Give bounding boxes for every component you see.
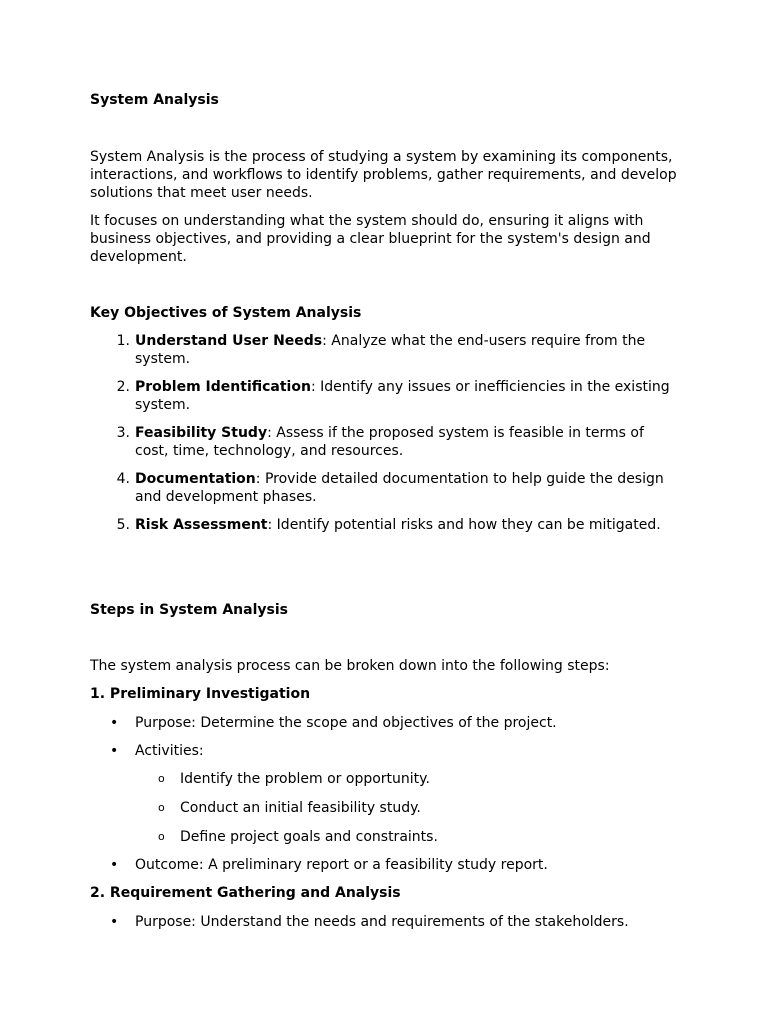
objective-term: Problem Identification <box>135 379 311 395</box>
sub-bullet-icon: o <box>158 801 165 814</box>
objective-term: Understand User Needs <box>135 333 323 349</box>
bullet-icon: • <box>110 914 119 930</box>
activity-text: Define project goals and constraints. <box>180 829 438 845</box>
objective-desc: : Identify any issues or inefficiencies in the existing system. <box>135 379 670 413</box>
step2-heading: 2. Requirement Gathering and Analysis <box>90 885 401 901</box>
objective-term: Risk Assessment <box>135 517 268 533</box>
activity-text: Identify the problem or opportunity. <box>180 771 430 787</box>
objectives-heading: Key Objectives of System Analysis <box>90 305 362 321</box>
objective-number: 4. <box>116 471 130 487</box>
objective-number: 3. <box>116 425 130 441</box>
step1-outcome: Outcome: A preliminary report or a feasibility study report. <box>135 857 548 873</box>
objective-term: Documentation <box>135 471 256 487</box>
intro-paragraph-2: It focuses on understanding what the system should do, ensuring it aligns with business objectives, and providing a clear blueprint for the system's design and development. <box>90 213 651 265</box>
objective-number: 2. <box>116 379 130 395</box>
objective-desc: : Assess if the proposed system is feasible in terms of cost, time, technology, and resources. <box>135 425 644 459</box>
objective-desc: : Identify potential risks and how they can be mitigated. <box>267 517 661 533</box>
step1-purpose: Purpose: Determine the scope and objectives of the project. <box>135 715 557 731</box>
bullet-icon: • <box>110 715 119 731</box>
objective-desc: : Provide detailed documentation to help guide the design and development phases. <box>135 471 664 505</box>
steps-heading: Steps in System Analysis <box>90 602 288 618</box>
objective-term: Feasibility Study <box>135 425 268 441</box>
objective-number: 1. <box>116 333 130 349</box>
intro-paragraph-1: System Analysis is the process of studying a system by examining its components, interactions, and workflows to identify problems, gather requirements, and develop solutions that meet user needs. <box>90 149 677 201</box>
objective-desc: : Analyze what the end-users require from the system. <box>135 333 646 367</box>
step1-heading: 1. Preliminary Investigation <box>90 686 311 702</box>
sub-bullet-icon: o <box>158 830 165 843</box>
bullet-icon: • <box>110 857 119 873</box>
sub-bullet-icon: o <box>158 772 165 785</box>
bullet-icon: • <box>110 743 119 759</box>
activity-text: Conduct an initial feasibility study. <box>180 800 421 816</box>
step1-activities-label: Activities: <box>135 743 204 759</box>
step2-purpose: Purpose: Understand the needs and requirements of the stakeholders. <box>135 914 629 930</box>
steps-intro: The system analysis process can be broken down into the following steps: <box>90 658 610 674</box>
document-title: System Analysis <box>90 92 219 108</box>
objective-number: 5. <box>116 517 130 533</box>
